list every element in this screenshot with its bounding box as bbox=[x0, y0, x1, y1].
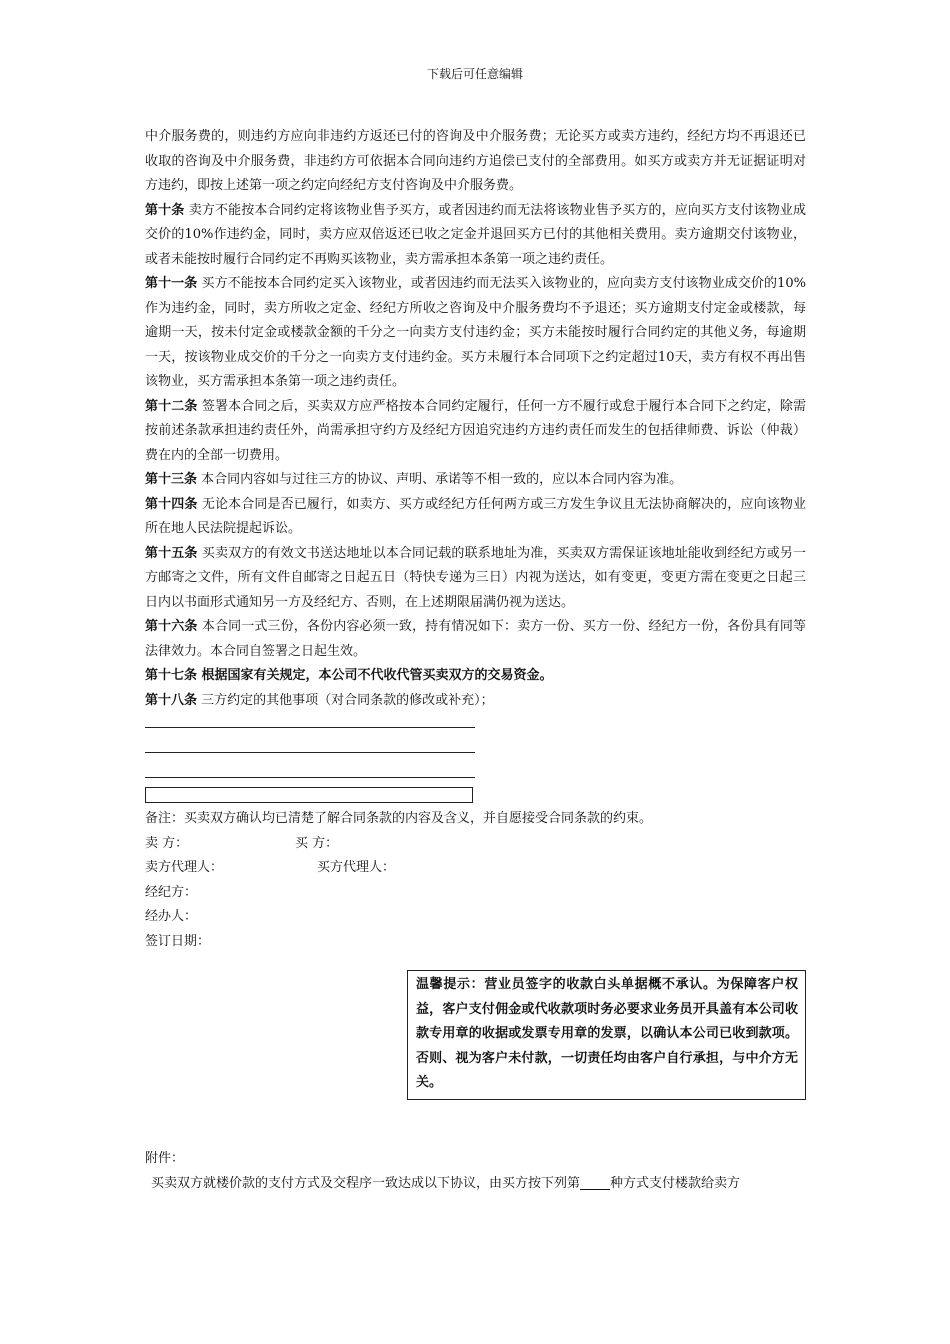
warm-reminder-box bbox=[407, 970, 806, 1100]
clause-14 bbox=[145, 493, 806, 542]
broker-label: 经纪方： bbox=[145, 884, 198, 900]
clause-12 bbox=[145, 395, 806, 469]
attachment-title: 附件： bbox=[145, 1151, 185, 1166]
clause-13 bbox=[145, 468, 806, 493]
buyer-label: 买 方： bbox=[295, 835, 339, 851]
clause-14-text: 无论本合同是否已履行，如卖方、买方或经纪方任何两方或三方发生争议且无法协商解决的，应向该物业所在地人民法院提起诉讼。 bbox=[145, 496, 806, 536]
clause-16 bbox=[145, 615, 806, 664]
clause-17: 第十七条 根据国家有关规定，本公司不代收代管买卖双方的交易资金。 bbox=[145, 668, 553, 683]
seller-agent-label: 卖方代理人： bbox=[145, 860, 224, 875]
payment-method-blank[interactable] bbox=[580, 1174, 610, 1190]
clause-12-label: 第十二条 bbox=[145, 398, 198, 414]
seller-label: 卖 方： bbox=[145, 835, 189, 851]
clause-15-text: 买卖双方的有效文书送达地址以本合同记载的联系地址为准，买卖双方需保证该地址能收到经纪方或另一方邮寄之文件，所有文件自邮寄之日起五日（特快专递为三日）内视为送达，如有变更，变更方需在变更之日起三日内以书面形式通知另一方及经纪方、否则，在上述期限届满仍视为送达。 bbox=[145, 545, 806, 610]
clause-16-label: 第十六条 bbox=[145, 619, 198, 634]
clause-11 bbox=[145, 272, 806, 395]
attachment-section bbox=[145, 1147, 806, 1196]
remark: 备注：买卖双方确认均已清楚了解合同条款的内容及含义，并自愿接受合同条款的约束。 bbox=[145, 811, 653, 826]
clause-18-label: 第十八条 bbox=[145, 692, 198, 708]
clause-13-label: 第十三条 bbox=[145, 472, 198, 487]
clause-10-label: 第十条 bbox=[145, 202, 185, 218]
fill-box-line[interactable] bbox=[145, 787, 473, 803]
sign-date-label: 签订日期： bbox=[145, 933, 211, 949]
clause-10-text: 卖方不能按本合同约定将该物业售予买方，或者因违约而无法将该物业售予买方的，应向买方支付该物业成交价的10%作违约金，同时，卖方应双倍返还已收之定金并退回买方已付的其他相关费用。卖方逾期交付该物业，或者未能按时履行合同约定不再购买该物业，卖方需承担本条第一项之违约责任。 bbox=[145, 202, 806, 267]
contract-body bbox=[145, 125, 806, 954]
clause-15 bbox=[145, 542, 806, 616]
clause-15-label: 第十五条 bbox=[145, 545, 198, 561]
clause-13-text: 本合同内容如与过往三方的协议、声明、承诺等不相一致的，应以本合同内容为准。 bbox=[197, 472, 683, 487]
clause-12-text: 签署本合同之后，买卖双方应严格按本合同约定履行，任何一方不履行或怠于履行本合同下之约定，除需按前述条款承担违约责任外，尚需承担守约方及经纪方因追究违约方违约责任而发生的包括律师费、诉讼（仲裁）费在内的全部一切费用。 bbox=[145, 398, 806, 463]
clause-11-text: 买方不能按本合同约定买入该物业，或者因违约而无法买入该物业的，应向卖方支付该物业成交价的10%作为违约金，同时，卖方所收之定金、经纪方所收之咨询及中介服务费均不予退还；买方逾期支付定金或楼款，每逾期一天，按未付定金或楼款金额的千分之一向卖方支付违约金；买方未能按时履行合同约定的其他义务，每逾期一天，按该物业成交价的千分之一向卖方支付违约金。买方未履行本合同项下之约定超过10天，卖方有权不再出售该物业，买方需承担本条第一项之违约责任。 bbox=[145, 276, 806, 389]
clause-16-text: 本合同一式三份，各份内容必须一致，持有情况如下：卖方一份、买方一份、经纪方一份，各份具有同等法律效力。本合同自签署之日起生效。 bbox=[145, 619, 806, 659]
warm-reminder-text: 温馨提示：营业员签字的收款白头单据概不承认。为保障客户权益，客户支付佣金或代收款项时务必要求业务员开具盖有本公司收款专用章的收据或发票专用章的发票，以确认本公司已收到款项。否则、视为客户未付款，一切责任均由客户自行承担，与中介方无关。 bbox=[416, 977, 798, 1090]
page-header: 下载后可任意编辑 bbox=[426, 67, 523, 81]
signature-row-parties bbox=[145, 832, 806, 857]
handler-label: 经办人： bbox=[145, 909, 198, 924]
clause-9-continued: 中介服务费的，则违约方应向非违约方返还已付的咨询及中介服务费；无论买方或卖方违约，经纪方均不再退还已收取的咨询及中介服务费，非违约方可依据本合同向违约方追偿已支付的全部费用。如买方或卖方并无证据证明对方违约，即按上述第一项之约定向经纪方支付咨询及中介服务费。 bbox=[145, 129, 806, 193]
clause-11-label: 第十一条 bbox=[145, 276, 198, 291]
clause-14-label: 第十四条 bbox=[145, 496, 198, 512]
clause-18-text: 三方约定的其他事项（对合同条款的修改或补充）； bbox=[197, 692, 494, 708]
clause-18 bbox=[145, 689, 806, 714]
signature-row-agents bbox=[145, 856, 806, 881]
clause-10 bbox=[145, 199, 806, 273]
buyer-agent-label: 买方代理人： bbox=[317, 860, 396, 875]
attachment-line: 买卖双方就楼价款的支付方式及交程序一致达成以下协议，由买方按下列第 种方式支付楼款给卖方 bbox=[151, 1175, 741, 1191]
